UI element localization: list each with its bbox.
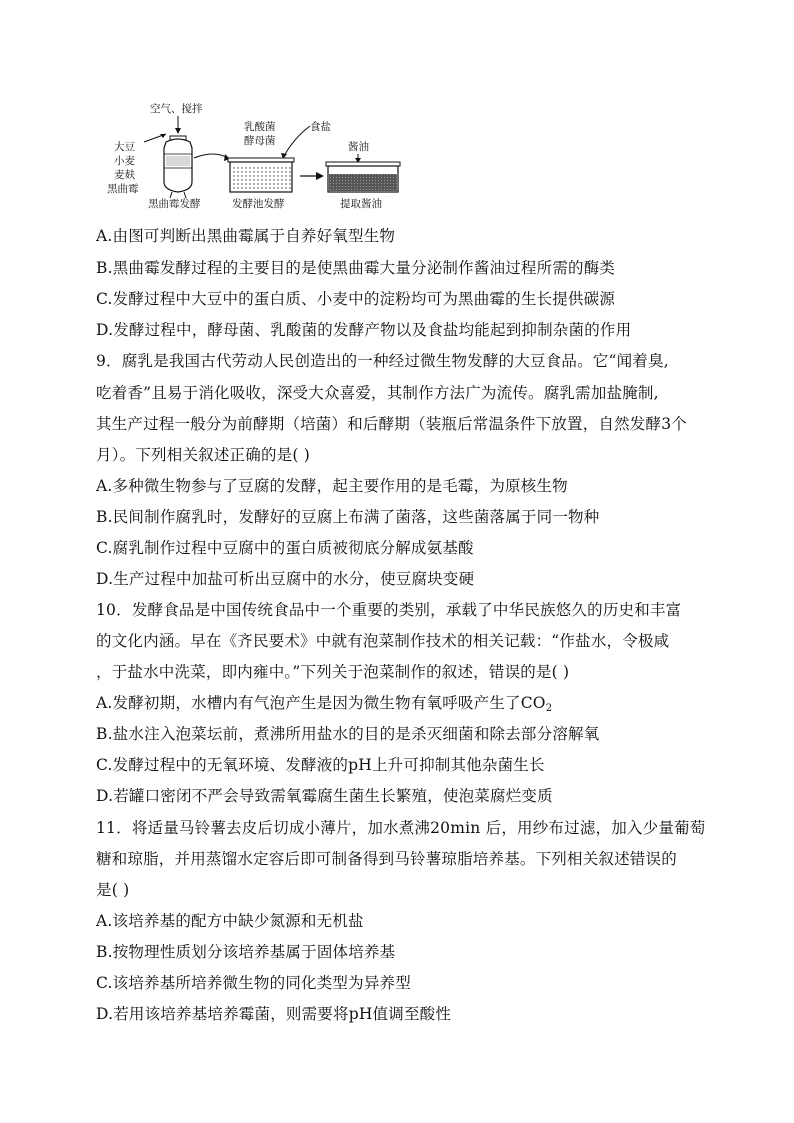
q11-option-a: A.该培养基的配方中缺少氮源和无机盐 [96, 912, 364, 930]
diagram-input-bran: 麦麸 [114, 169, 135, 181]
q9-stem-line4: 月）。下列相关叙述正确的是( ) [96, 446, 310, 464]
q10-option-b: B.盐水注入泡菜坛前，煮沸所用盐水的目的是杀灭细菌和除去部分溶解氧 [96, 725, 600, 743]
diagram-yeast-label: 酵母菌 [244, 135, 276, 147]
to-tank-arrow [194, 154, 228, 158]
q8-option-b: B.黑曲霉发酵过程的主要目的是使黑曲霉大量分泌制作酱油过程所需的酶类 [96, 259, 616, 277]
q11-stem-line2: 糖和琼脂，并用蒸馏水定容后即可制备得到马铃薯琼脂培养基。下列相关叙述错误的 [96, 850, 677, 868]
diagram-input-wheat: 小麦 [114, 155, 135, 167]
process-diagram-svg [104, 98, 404, 210]
stage1-label: 黑曲霉发酵 [148, 198, 201, 210]
soy-sauce-process-diagram [104, 98, 404, 210]
q8-option-d: D.发酵过程中，酵母菌、乳酸菌的发酵产物以及食盐均能起到抑制杂菌的作用 [96, 321, 632, 339]
q8-option-a: A.由图可判断出黑曲霉属于自养好氧型生物 [96, 227, 396, 245]
q11-stem-line1: 11．将适量马铃薯去皮后切成小薄片，加水煮沸20min 后，用纱布过滤，加入少量葡萄 [96, 819, 706, 837]
diagram-salt-label: 食盐 [310, 121, 331, 133]
q11-option-d: D.若用该培养基培养霉菌，则需要将pH值调至酸性 [96, 1005, 452, 1023]
q10-stem-line3: ，于盐水中洗菜，即内雍中。”下列关于泡菜制作的叙述，错误的是( ) [96, 663, 570, 681]
diagram-input-soybean: 大豆 [114, 141, 135, 153]
co2-subscript: 2 [545, 703, 553, 714]
q8-option-c: C.发酵过程中大豆中的蛋白质、小麦中的淀粉均可为黑曲霉的生长提供碳源 [96, 290, 616, 308]
q10-option-c: C.发酵过程中的无氧环境、发酵液的pH上升可抑制其他杂菌生长 [96, 756, 545, 774]
diagram-lactobacillus-label: 乳酸菌 [244, 121, 276, 133]
q9-option-b: B.民间制作腐乳时，发酵好的豆腐上布满了菌落，这些菌落属于同一物种 [96, 508, 600, 526]
q9-option-d: D.生产过程中加盐可析出豆腐中的水分，使豆腐块变硬 [96, 570, 475, 588]
q10-stem-line1: 10．发酵食品是中国传统食品中一个重要的类别，承载了中华民族悠久的历史和丰富 [96, 601, 682, 619]
fermentation-tank-icon [228, 158, 294, 192]
fermenter-vessel-icon [164, 136, 192, 198]
to-extract-arrow-head [316, 172, 324, 180]
diagram-input-aspergillus: 黑曲霉 [107, 183, 139, 195]
extraction-tank-icon [326, 162, 400, 192]
q10-option-a-text: A.发酵初期，水槽内有气泡产生是因为微生物有氧呼吸产生了CO [96, 694, 546, 712]
q9-option-a: A.多种微生物参与了豆腐的发酵，起主要作用的是毛霉，为原核生物 [96, 477, 568, 495]
q11-option-c: C.该培养基所培养微生物的同化类型为异养型 [96, 974, 411, 992]
q10-option-d: D.若罐口密闭不严会导致需氧霉腐生菌生长繁殖，使泡菜腐烂变质 [96, 787, 553, 805]
q11-option-b: B.按物理性质划分该培养基属于固体培养基 [96, 943, 396, 961]
salt-arrow [284, 126, 310, 156]
q11-stem-line3: 是( ) [96, 881, 130, 899]
stage2-label: 发酵池发酵 [232, 198, 285, 210]
stage3-label: 提取酱油 [340, 198, 382, 210]
q10-option-a [96, 693, 552, 719]
q9-stem-line1: 9．腐乳是我国古代劳动人民创造出的一种经过微生物发酵的大豆食品。它“闻着臭, [96, 352, 669, 370]
diagram-soy-sauce-label: 酱油 [348, 141, 369, 153]
q10-stem-line2: 的文化内涵。早在《齐民要术》中就有泡菜制作技术的相关记载：“作盐水，令极咸 [96, 632, 670, 650]
q9-stem-line2: 吃着香”且易于消化吸收，深受大众喜爱，其制作方法广为流传。腐乳需加盐腌制, [96, 384, 659, 402]
diagram-air-stir-label: 空气、搅拌 [150, 103, 203, 115]
q9-stem-line3: 其生产过程一般分为前酵期（培菌）和后酵期（装瓶后常温条件下放置，自然发酵3个 [96, 415, 687, 433]
air-arrow-head [175, 128, 181, 134]
q9-option-c: C.腐乳制作过程中豆腐中的蛋白质被彻底分解成氨基酸 [96, 539, 474, 557]
